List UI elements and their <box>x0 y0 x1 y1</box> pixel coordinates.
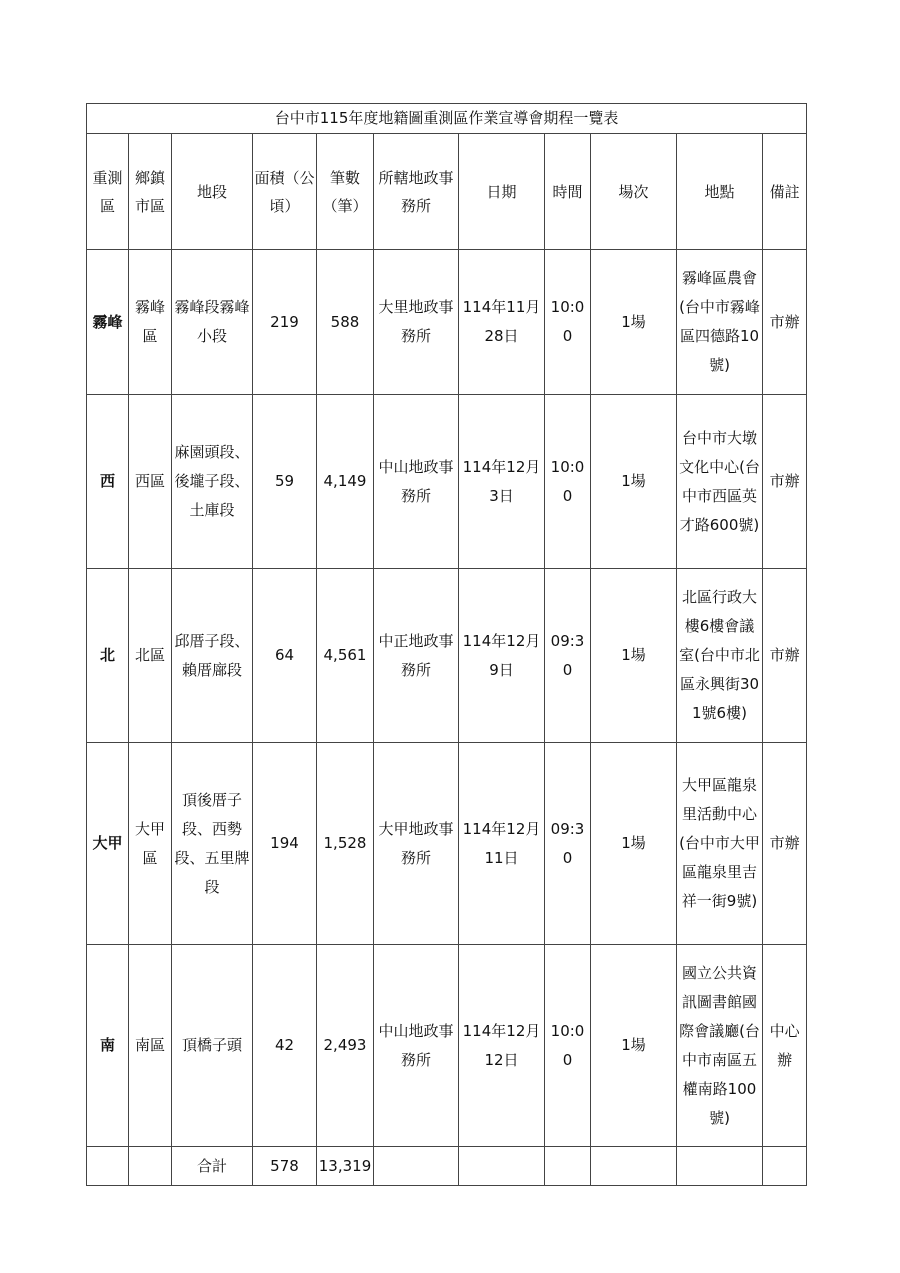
cell-office: 中山地政事務所 <box>374 395 459 569</box>
cell-area: 59 <box>253 395 317 569</box>
table-row <box>87 743 807 945</box>
header-date: 日期 <box>459 134 545 250</box>
total-area: 578 <box>253 1147 317 1186</box>
cell-time: 09:30 <box>545 743 591 945</box>
cell-time: 10:00 <box>545 250 591 395</box>
header-zone: 重測區 <box>87 134 129 250</box>
header-parcels: 筆數（筆） <box>317 134 374 250</box>
total-empty-cell <box>677 1147 763 1186</box>
cell-note: 市辦 <box>763 250 807 395</box>
total-empty-cell <box>129 1147 172 1186</box>
total-parcels: 13,319 <box>317 1147 374 1186</box>
cell-zone: 西 <box>87 395 129 569</box>
cell-venue: 霧峰區農會(台中市霧峰區四德路10號) <box>677 250 763 395</box>
cell-time: 10:00 <box>545 395 591 569</box>
cell-zone: 南 <box>87 945 129 1147</box>
header-note: 備註 <box>763 134 807 250</box>
cell-venue: 台中市大墩文化中心(台中市西區英才路600號) <box>677 395 763 569</box>
cell-zone: 霧峰 <box>87 250 129 395</box>
cell-zone: 北 <box>87 569 129 743</box>
cell-office: 中山地政事務所 <box>374 945 459 1147</box>
cell-area: 219 <box>253 250 317 395</box>
cell-note: 中心辦 <box>763 945 807 1147</box>
cell-sessions: 1場 <box>591 569 677 743</box>
cell-time: 10:00 <box>545 945 591 1147</box>
cell-time: 09:30 <box>545 569 591 743</box>
cell-office: 中正地政事務所 <box>374 569 459 743</box>
total-empty-cell <box>763 1147 807 1186</box>
cell-section: 頂後厝子段、西勢段、五里牌段 <box>172 743 253 945</box>
cell-section: 頂橋子頭 <box>172 945 253 1147</box>
cell-date: 114年11月28日 <box>459 250 545 395</box>
header-sessions: 場次 <box>591 134 677 250</box>
cell-date: 114年12月11日 <box>459 743 545 945</box>
cell-venue: 大甲區龍泉里活動中心(台中市大甲區龍泉里吉祥一街9號) <box>677 743 763 945</box>
header-time: 時間 <box>545 134 591 250</box>
header-row <box>87 134 807 250</box>
cell-zone: 大甲 <box>87 743 129 945</box>
cell-section: 麻園頭段、後壠子段、土庫段 <box>172 395 253 569</box>
cell-parcels: 2,493 <box>317 945 374 1147</box>
cell-parcels: 588 <box>317 250 374 395</box>
cell-district: 西區 <box>129 395 172 569</box>
cell-district: 霧峰區 <box>129 250 172 395</box>
table-title: 台中市115年度地籍圖重測區作業宣導會期程一覽表 <box>87 104 807 134</box>
cell-district: 南區 <box>129 945 172 1147</box>
header-area: 面積（公頃） <box>253 134 317 250</box>
table-row <box>87 569 807 743</box>
cell-note: 市辦 <box>763 395 807 569</box>
cell-parcels: 4,561 <box>317 569 374 743</box>
cell-date: 114年12月3日 <box>459 395 545 569</box>
cell-area: 194 <box>253 743 317 945</box>
cell-parcels: 1,528 <box>317 743 374 945</box>
cell-parcels: 4,149 <box>317 395 374 569</box>
cell-sessions: 1場 <box>591 250 677 395</box>
cell-sessions: 1場 <box>591 743 677 945</box>
total-empty-cell <box>374 1147 459 1186</box>
total-row <box>87 1147 807 1186</box>
cell-district: 北區 <box>129 569 172 743</box>
total-empty-cell <box>87 1147 129 1186</box>
cell-district: 大甲區 <box>129 743 172 945</box>
cell-date: 114年12月9日 <box>459 569 545 743</box>
table-row <box>87 250 807 395</box>
cell-date: 114年12月12日 <box>459 945 545 1147</box>
cell-venue: 國立公共資訊圖書館國際會議廳(台中市南區五權南路100號) <box>677 945 763 1147</box>
total-empty-cell <box>591 1147 677 1186</box>
cell-area: 42 <box>253 945 317 1147</box>
header-venue: 地點 <box>677 134 763 250</box>
cell-office: 大甲地政事務所 <box>374 743 459 945</box>
table-row <box>87 945 807 1147</box>
cell-venue: 北區行政大樓6樓會議室(台中市北區永興街301號6樓) <box>677 569 763 743</box>
header-office: 所轄地政事務所 <box>374 134 459 250</box>
cell-section: 霧峰段霧峰小段 <box>172 250 253 395</box>
cell-note: 市辦 <box>763 743 807 945</box>
cell-area: 64 <box>253 569 317 743</box>
header-section: 地段 <box>172 134 253 250</box>
header-district: 鄉鎮市區 <box>129 134 172 250</box>
cell-office: 大里地政事務所 <box>374 250 459 395</box>
table-row <box>87 395 807 569</box>
cell-note: 市辦 <box>763 569 807 743</box>
cell-section: 邱厝子段、賴厝廍段 <box>172 569 253 743</box>
cell-sessions: 1場 <box>591 945 677 1147</box>
total-empty-cell <box>545 1147 591 1186</box>
cell-sessions: 1場 <box>591 395 677 569</box>
schedule-table <box>86 103 807 1186</box>
total-empty-cell <box>459 1147 545 1186</box>
total-label: 合計 <box>172 1147 253 1186</box>
